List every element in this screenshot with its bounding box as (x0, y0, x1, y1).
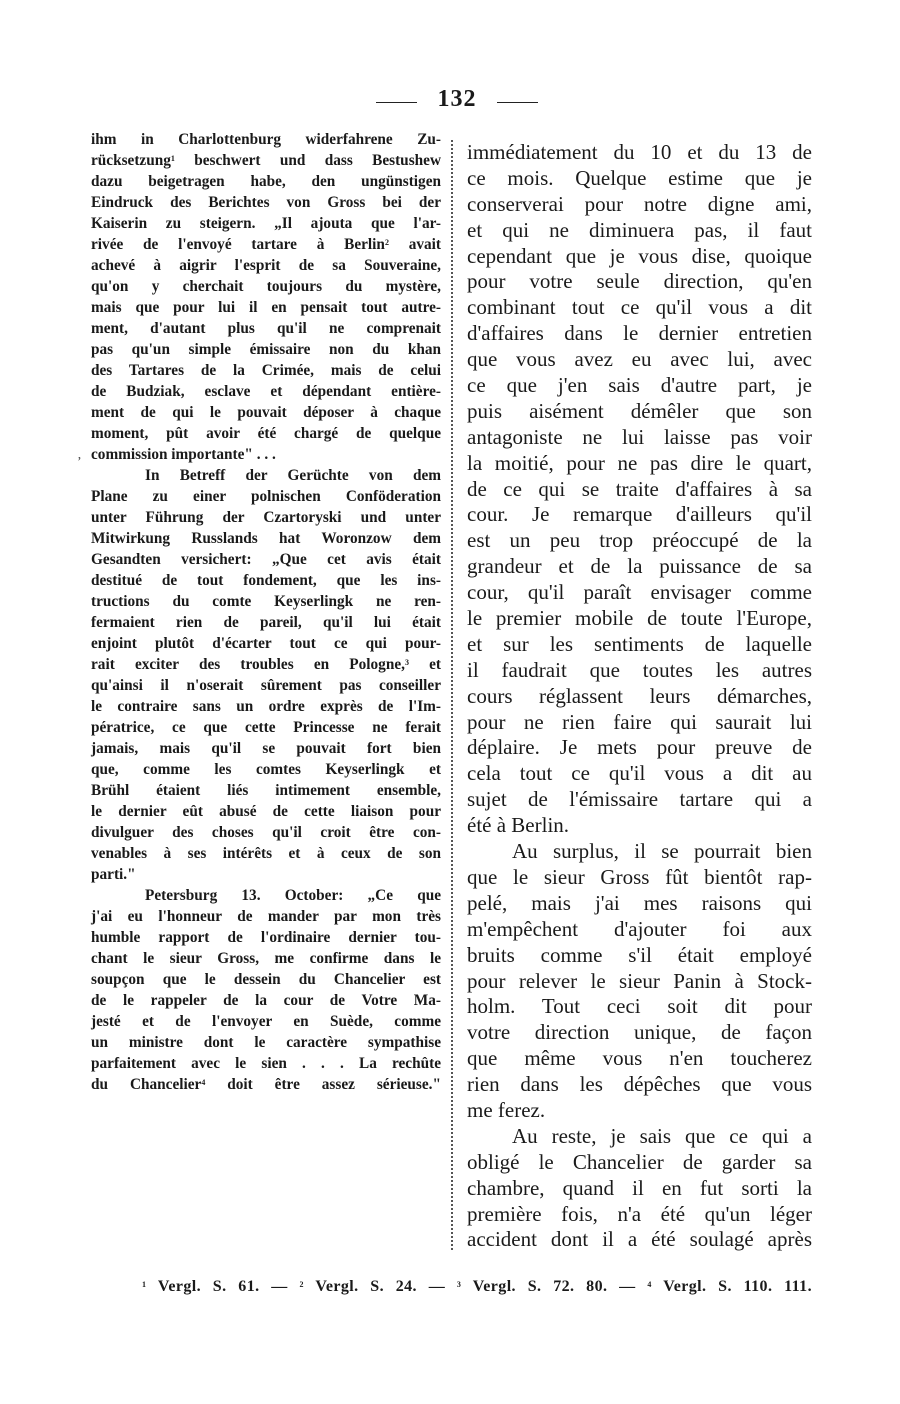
text-line: jesté et de l'envoyer en Suède, comme (91, 1013, 441, 1030)
footnote-item: $^1$ Vergl. S. 61. — (142, 1278, 288, 1295)
text-line: Brühl étaient liés intimement ensemble, (91, 782, 441, 799)
text-line: fermaient rien de pareil, qu'il lui était (91, 614, 441, 631)
text-line: cour. Je remarque d'ailleurs qu'il (467, 502, 812, 527)
text-line: dazu beigetragen habe, den ungünstigen (91, 173, 441, 190)
text-line: j'ai eu l'honneur de mander par mon très (91, 908, 441, 925)
text-line: pelé, mais j'ai mes raisons qui (467, 890, 812, 915)
margin-mark: ʼ (77, 455, 82, 470)
text-line: que même vous n'en toucherez (467, 1046, 812, 1071)
text-line: tructions du comte Keyserlingk ne ren- (91, 593, 441, 610)
text-line: parfaitement avec le sien . . . La rechûte (91, 1055, 441, 1072)
text-line: rait exciter des troubles en Pologne,$^3$ et (91, 656, 441, 673)
text-line: ment, d'autant plus qu'il ne comprenait (91, 320, 441, 337)
text-line: pératrice, ce que cette Princesse ne ferait (91, 719, 441, 736)
text-line: accident dont il a été soulagé après (467, 1227, 812, 1252)
footnotes (142, 1278, 812, 1296)
header-rule-left (376, 102, 417, 103)
text-line: In Betreff der Gerüchte von dem (145, 467, 441, 484)
text-line: holm. Tout ceci soit dit pour (467, 994, 812, 1019)
text-line: moment, pût avoir été chargé de quelque (91, 425, 441, 442)
text-line: Kaiserin zu steigern. „Il ajouta que l'ar- (91, 215, 441, 232)
text-line: commission importante" . . . (91, 446, 276, 463)
text-line: chant le sieur Gross, me confirme dans le (91, 950, 441, 967)
text-line: le premier mobile de toute l'Europe, (467, 606, 812, 631)
text-line: Eindruck des Berichtes von Gross bei der (91, 194, 441, 211)
text-line: votre direction unique, de façon (467, 1020, 812, 1045)
text-line: la moitié, pour ne pas dire le quart, (467, 450, 812, 475)
footnote-ref: 2 (384, 238, 389, 247)
text-line: pas qu'un simple émissaire non du khan (91, 341, 441, 358)
text-line: antagoniste ne lui laisse pas voir (467, 424, 812, 449)
text-line: pour ne rien faire qui saurait lui (467, 709, 812, 734)
text-line: m'empêchent d'ajouter foi aux (467, 916, 812, 941)
text-line: combinant tout ce qu'il vous a dit (467, 295, 812, 320)
text-line: première fois, n'a été qu'un léger (467, 1201, 812, 1226)
footnote-ref: 4 (201, 1078, 206, 1087)
text-line: Mitwirkung Russlands hat Woronzow dem (91, 530, 441, 547)
text-line: Au surplus, il se pourrait bien (512, 839, 812, 864)
text-line: Petersburg 13. October: „Ce que (145, 887, 441, 904)
text-line: de ce qui se traite d'affaires à sa (467, 476, 812, 501)
text-line: puis aisément démêler que son (467, 398, 812, 423)
text-line: cours réglassent leurs démarches, (467, 683, 812, 708)
column-divider (451, 140, 453, 1250)
text-line: cela tout ce qu'il vous a dit au (467, 761, 812, 786)
text-line: rivée de l'envoyé tartare à Berlin$^2$ avait (91, 236, 441, 253)
text-line: conserverai pour notre digne ami, (467, 191, 812, 216)
text-line: ment de qui le pouvait déposer à chaque (91, 404, 441, 421)
header-rule-right (497, 102, 538, 103)
text-line: qu'on y cherchait toujours du mystère, (91, 278, 441, 295)
footnote-ref: 3 (404, 658, 409, 667)
text-line: il faudrait que toutes les autres (467, 657, 812, 682)
text-line: que vous avez eu avec lui, avec (467, 347, 812, 372)
text-line: de le rappeler de la cour de Votre Ma- (91, 992, 441, 1009)
text-line: cependant que je vous dise, quoique (467, 243, 812, 268)
footnote-ref: 1 (170, 154, 175, 163)
text-line: rücksetzung$^1$ beschwert und dass Bestushew (91, 152, 441, 169)
text-line: unter Führung der Czartoryski und unter (91, 509, 441, 526)
text-line: ce que j'en sais d'autre part, je (467, 373, 812, 398)
text-line: ihm in Charlottenburg widerfahrene Zu- (91, 131, 441, 148)
text-line: Gesandten versichert: „Que cet avis était (91, 551, 441, 568)
text-line: ce mois. Quelque estime que je (467, 165, 812, 190)
text-line: des Tartares de la Crimée, mais de celui (91, 362, 441, 379)
text-line: me ferez. (467, 1097, 546, 1122)
text-line: est un peu trop préoccupé de la (467, 528, 812, 553)
text-line: immédiatement du 10 et du 13 de (467, 140, 812, 164)
text-line: divulguer des choses qu'il croit être con- (91, 824, 441, 841)
text-line: rien dans les dépêches que vous (467, 1072, 812, 1097)
text-line: qu'ainsi il n'oserait sûrement pas conseiller (91, 677, 441, 694)
footnote-item: $^4$ Vergl. S. 110. 111. (647, 1278, 812, 1295)
footnote-item: $^2$ Vergl. S. 24. — (299, 1278, 446, 1295)
text-line: de Budziak, esclave et dépendant entière- (91, 383, 441, 400)
text-line: déplaire. Je mets pour preuve de (467, 735, 812, 760)
text-line: cour, qu'il paraît envisager comme (467, 580, 812, 605)
text-line: Plane zu einer polnischen Conföderation (91, 488, 441, 505)
left-column-german-french-text (91, 129, 441, 1095)
text-line: bruits comme s'il était employé (467, 942, 812, 967)
text-line: le contraire sans un ordre exprès de l'Im- (91, 698, 441, 715)
text-line: achevé à aigrir l'esprit de sa Souveraine, (91, 257, 441, 274)
text-line: sujet de l'émissaire tartare qui a (467, 787, 812, 812)
text-line: Au reste, je sais que ce qui a (512, 1123, 812, 1148)
text-line: grandeur et de la puissance de sa (467, 554, 812, 579)
page-header (0, 84, 900, 124)
text-line: enjoint plutôt d'écarter tout ce qui pour- (91, 635, 441, 652)
text-line: pour votre seule direction, qu'en (467, 269, 812, 294)
text-line: jamais, mais qu'il se pouvait fort bien (91, 740, 441, 757)
text-line: destitué de tout fondement, que les ins- (91, 572, 441, 589)
text-line: pour relever le sieur Panin à Stock- (467, 968, 812, 993)
text-line: mais que pour lui il en pensait tout autre- (91, 299, 441, 316)
page-number: 132 (437, 86, 477, 112)
text-line: d'affaires dans le dernier entretien (467, 321, 812, 346)
right-column-french-text (467, 140, 812, 1253)
text-line: parti." (91, 866, 136, 883)
text-line: que le sieur Gross fût bientôt rap- (467, 864, 812, 889)
text-line: humble rapport de l'ordinaire dernier tou- (91, 929, 441, 946)
text-line: du Chancelier$^4$ doit être assez sérieuse." (91, 1076, 441, 1093)
text-line: venables à ses intérêts et à ceux de son (91, 845, 441, 862)
text-line: que, comme les comtes Keyserlingk et (91, 761, 441, 778)
text-line: été à Berlin. (467, 813, 570, 838)
text-line: et qui ne diminuera pas, il faut (467, 217, 812, 242)
text-line: un ministre dont le caractère sympathise (91, 1034, 441, 1051)
text-line: obligé le Chancelier de garder sa (467, 1149, 812, 1174)
text-line: et sur les sentiments de laquelle (467, 631, 812, 656)
text-line: soupçon que le dessein du Chancelier est (91, 971, 441, 988)
text-line: le dernier eût abusé de cette liaison pour (91, 803, 441, 820)
footnote-item: $^3$ Vergl. S. 72. 80. — (456, 1278, 636, 1295)
text-line: chambre, quand il en fut sorti la (467, 1175, 812, 1200)
